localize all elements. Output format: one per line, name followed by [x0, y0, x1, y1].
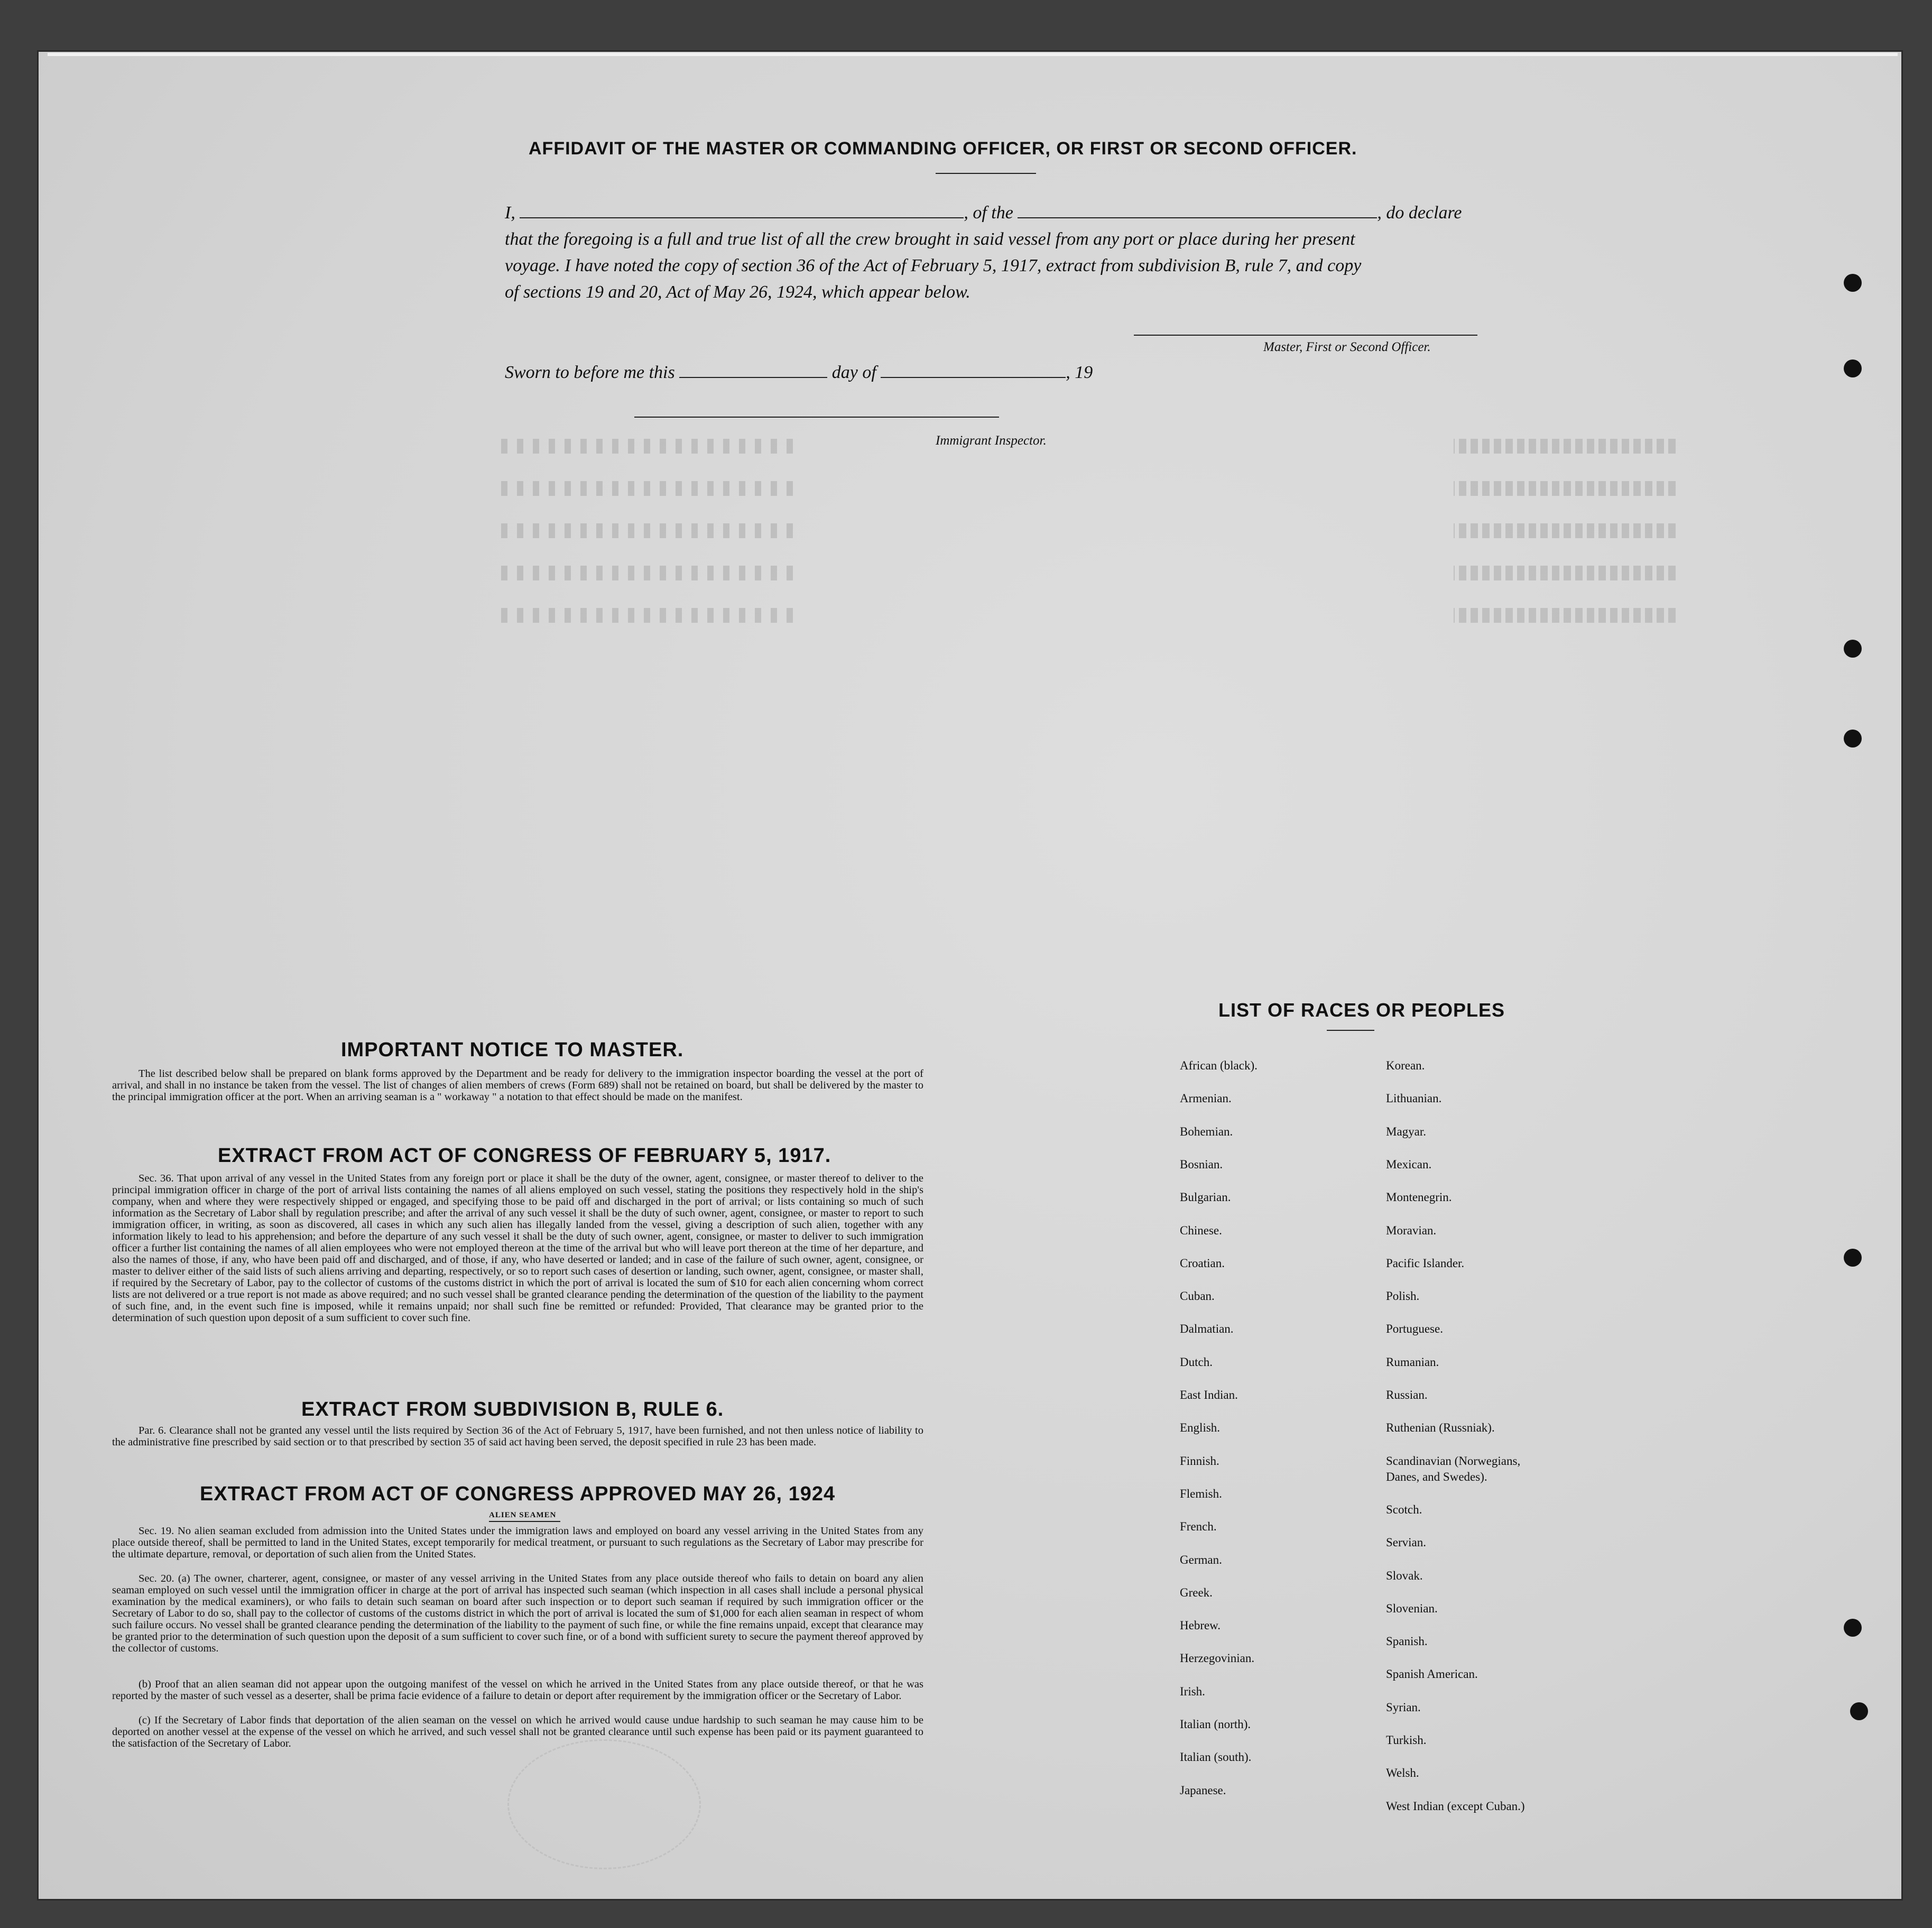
- race-item: Japanese.: [1180, 1783, 1226, 1797]
- race-item: East Indian.: [1180, 1388, 1238, 1401]
- race-item: Slovenian.: [1386, 1601, 1438, 1615]
- race-item: Scotch.: [1386, 1502, 1422, 1516]
- inspector-signature-line[interactable]: [634, 417, 999, 418]
- binder-hole: [1844, 274, 1862, 292]
- race-item: Bulgarian.: [1180, 1191, 1231, 1204]
- extract-1917-title: EXTRACT FROM ACT OF CONGRESS OF FEBRUARY 5, 1917.: [218, 1145, 831, 1167]
- of-the-label: , of the: [964, 203, 1013, 223]
- race-item: Magyar.: [1386, 1124, 1427, 1138]
- binder-hole: [1844, 730, 1862, 748]
- race-item: Italian (north).: [1180, 1718, 1251, 1731]
- race-item: Cuban.: [1180, 1289, 1215, 1303]
- extract-1917-body: Sec. 36. That upon arrival of any vessel in the United States from any foreign port or place it shall be the duty of the owner, agent, consignee, or master thereof to deliver to the principal immigration officer in charge of the port of arrival lists containing the names of all aliens employed on such vessel, stating the positions they respectively hold in the ship's company, when and where they were respectively shipped or engaged, and specifying those to be paid off and discharged in the port of arrival; or lists containing so much of such information as the Secretary of Labor shall by regulation prescribe; and after the arrival of any such vessel it shall be the duty of such owner, agent, consignee, or master to report to such immigration officer, in writing, as soon as discovered, all cases in which any such alien has illegally landed from the vessel, giving a description of such alien, together with any information likely to lead to his apprehension; and before the departure of any such vessel it shall be the duty of such owner, agent, consignee, or master to deliver to such immigration officer a further list containing the names of all alien employees who were not employed thereon at the time of the arrival but who will leave port thereon at the time of her departure, and also the names of those, if any, who have been paid off and discharged, and of those, if any, who have deserted or landed; and in case of the failure of such owner, agent, consignee, or master to deliver either of the said lists of such aliens arriving and departing, respectively, or so to report such cases of desertion or landing, such owner, agent, consignee, or master shall, if required by the Secretary of Labor, pay to the collector of customs of the customs district in which the port of arrival is located the sum of $10 for each alien concerning whom correct lists are not delivered or a true report is not made as above required; and no such vessel shall be granted clearance pending the determination of the question of the liability to the payment of such fine, and, in the event such fine is imposed, while it remains unpaid; nor shall such fine be remitted or refunded: Provided, That clearance may be granted prior to the determination of such question upon deposit of a sum sufficient to cover such fine.: [112, 1173, 923, 1324]
- bleedthrough-row: [1454, 523, 1676, 538]
- extract-1924-sec20a: Sec. 20. (a) The owner, charterer, agent, consignee, or master of any vessel arriving in the United States from any place outside thereof who fails to detain on board any alien seaman employed on such vessel until the immigration officer in charge at the port of arrival has inspected such seaman (which inspection in all cases shall include a personal physical examination by the medical examiners), or who fails to detain such seaman on board after such inspection or to deport such seaman if required by such immigration officer or the Secretary of Labor to do so, shall pay to the collector of customs of the customs district in which the port of arrival is located the sum of $1,000 for each alien seaman in respect of whom such failure occurs. No vessel shall be granted clearance pending the determination of the liability to the payment of such fine, or while the fine remains unpaid, except that clearance may be granted prior to the determination of such question upon the deposit of a sum sufficient to cover such fine, or of a bond with sufficient surety to secure the payment thereof approved by the collector of customs.: [112, 1573, 923, 1654]
- race-item: Flemish.: [1180, 1487, 1222, 1500]
- race-item: African (black).: [1180, 1059, 1258, 1072]
- affidavit-line-1: [505, 200, 1462, 226]
- race-item: Spanish.: [1386, 1635, 1428, 1648]
- race-item: Servian.: [1386, 1536, 1427, 1549]
- extract-1924-subtitle: ALIEN SEAMEN: [489, 1511, 557, 1519]
- extract-1924-title: EXTRACT FROM ACT OF CONGRESS APPROVED MAY 26, 1924: [200, 1483, 836, 1505]
- race-item: Rumanian.: [1386, 1355, 1439, 1369]
- race-item: Danes, and Swedes).: [1386, 1470, 1487, 1483]
- race-item: Irish.: [1180, 1684, 1205, 1698]
- sworn-day-blank[interactable]: [679, 377, 827, 378]
- races-divider: [1327, 1030, 1374, 1031]
- extract-rule6-body: Par. 6. Clearance shall not be granted any vessel until the lists required by Section 36 of the Act of February 5, 1917, have been furnished, and not then unless notice of liability to the administrative fine prescribed by said section or to that prescribed by section 35 of said act having been served, the deposit specified in rule 23 has been made.: [112, 1425, 923, 1448]
- race-item: Greek.: [1180, 1585, 1213, 1599]
- binder-hole: [1844, 640, 1862, 658]
- race-item: French.: [1180, 1520, 1217, 1534]
- binder-hole: [1850, 1702, 1868, 1720]
- affidavit-line-3: voyage. I have noted the copy of section 36 of the Act of February 5, 1917, extract from subdivision B, rule 7, and copy: [505, 256, 1362, 275]
- race-item: Ruthenian (Russniak).: [1386, 1421, 1495, 1435]
- bleedthrough-row: [1454, 439, 1676, 454]
- affidavit-line-2: that the foregoing is a full and true list of all the crew brought in said vessel from any port or place during her present: [505, 229, 1355, 249]
- race-item: Croatian.: [1180, 1256, 1225, 1270]
- sworn-day-of: day of: [831, 363, 876, 382]
- race-item: German.: [1180, 1553, 1222, 1566]
- race-item: Portuguese.: [1386, 1322, 1443, 1336]
- notice-title: IMPORTANT NOTICE TO MASTER.: [341, 1039, 684, 1061]
- extract-1924-sec19: Sec. 19. No alien seaman excluded from admission into the United States under the immigration laws and employed on board any vessel arriving in the United States from any place outside thereof, shall be permitted to land in the United States, except temporarily for medical treatment, or pursuant to such regulations as the Secretary of Labor may prescribe for the ultimate departure, removal, or deportation of such alien from the United States.: [112, 1525, 923, 1560]
- page-top-edge: [48, 53, 1898, 56]
- do-declare-label: , do declare: [1377, 203, 1462, 223]
- race-item: Armenian.: [1180, 1092, 1232, 1105]
- race-item: Italian (south).: [1180, 1750, 1252, 1764]
- affidavit-title: AFFIDAVIT OF THE MASTER OR COMMANDING OFFICER, OR FIRST OR SECOND OFFICER.: [529, 139, 1357, 159]
- binder-hole: [1844, 1249, 1862, 1267]
- race-item: Moravian.: [1386, 1223, 1437, 1237]
- race-item: Lithuanian.: [1386, 1092, 1442, 1105]
- race-item: Dutch.: [1180, 1355, 1213, 1369]
- bleedthrough-row: [1454, 566, 1676, 580]
- race-item: Russian.: [1386, 1388, 1428, 1401]
- race-item: Slovak.: [1386, 1569, 1423, 1582]
- race-item: Pacific Islander.: [1386, 1256, 1465, 1270]
- race-item: Spanish American.: [1386, 1667, 1478, 1681]
- race-item: Scandinavian (Norwegians,: [1386, 1454, 1521, 1468]
- race-item: Turkish.: [1386, 1733, 1427, 1747]
- races-title: LIST OF RACES OR PEOPLES: [1218, 999, 1505, 1021]
- bleedthrough-row: [497, 481, 793, 496]
- binder-hole: [1844, 359, 1862, 377]
- sworn-year: , 19: [1066, 363, 1093, 382]
- affidavit-line-4: of sections 19 and 20, Act of May 26, 1924, which appear below.: [505, 282, 970, 302]
- sworn-prefix: Sworn to before me this: [505, 363, 675, 382]
- race-item: Montenegrin.: [1386, 1191, 1452, 1204]
- race-item: Polish.: [1386, 1289, 1420, 1303]
- declarant-prefix: I,: [505, 203, 515, 223]
- binder-hole: [1844, 1619, 1862, 1637]
- race-item: Dalmatian.: [1180, 1322, 1234, 1336]
- race-item: Welsh.: [1386, 1766, 1419, 1780]
- bleedthrough-row: [497, 566, 793, 580]
- race-item: Chinese.: [1180, 1223, 1222, 1237]
- bleedthrough-row: [497, 608, 793, 623]
- subtitle-divider: [489, 1521, 560, 1522]
- bleedthrough-row: [497, 439, 793, 454]
- bleedthrough-row: [1454, 481, 1676, 496]
- bleedthrough-row: [1454, 608, 1676, 623]
- extract-1924-sec20c: (c) If the Secretary of Labor finds that deportation of the alien seaman on the vessel on which he arrived would cause undue hardship to such seaman he may cause him to be deported on another vessel at the expense of the vessel on which he arrived, and such vessel shall not be granted clearance until such expense has been paid or its payment guaranteed to the satisfaction of the Secretary of Labor.: [112, 1714, 923, 1749]
- race-item: Korean.: [1386, 1059, 1425, 1072]
- faint-stamp-seal: [507, 1739, 701, 1869]
- vessel-name-blank[interactable]: [1018, 217, 1377, 218]
- notice-body: The list described below shall be prepared on blank forms approved by the Department and be ready for delivery to the immigration inspector boarding the vessel at the port of arrival, and shall in no instance be taken from the vessel. The list of changes of alien members of crews (Form 689) shall not be retained on board, but shall be delivered by the master to the principal immigration officer at the port. When an arriving seaman is a " workaway " a notation to that effect should be made on the manifest.: [112, 1068, 923, 1103]
- race-item: Hebrew.: [1180, 1619, 1221, 1632]
- master-signature-line[interactable]: [1134, 335, 1477, 336]
- extract-1924-sec20b: (b) Proof that an alien seaman did not appear upon the outgoing manifest of the vessel on which he arrived in the United States from any place outside thereof, or that he was reported by the master of such vessel as a deserter, shall be prima facie evidence of a failure to detain or deport after requirement by the immigration officer or the Secretary of Labor.: [112, 1678, 923, 1702]
- race-item: English.: [1180, 1421, 1221, 1435]
- master-caption: Master, First or Second Officer.: [1263, 340, 1431, 354]
- bleedthrough-row: [497, 523, 793, 538]
- sworn-month-blank[interactable]: [881, 377, 1066, 378]
- race-item: Herzegovinian.: [1180, 1652, 1255, 1665]
- sworn-line: [505, 359, 1093, 386]
- race-item: Finnish.: [1180, 1454, 1219, 1468]
- race-item: Bosnian.: [1180, 1157, 1223, 1171]
- extract-rule6-title: EXTRACT FROM SUBDIVISION B, RULE 6.: [301, 1398, 724, 1420]
- declarant-name-blank[interactable]: [520, 217, 964, 218]
- race-item: West Indian (except Cuban.): [1386, 1799, 1525, 1813]
- inspector-caption: Immigrant Inspector.: [936, 433, 1047, 448]
- title-divider: [936, 173, 1036, 174]
- race-item: Bohemian.: [1180, 1124, 1233, 1138]
- race-item: Mexican.: [1386, 1157, 1432, 1171]
- race-item: Syrian.: [1386, 1700, 1421, 1714]
